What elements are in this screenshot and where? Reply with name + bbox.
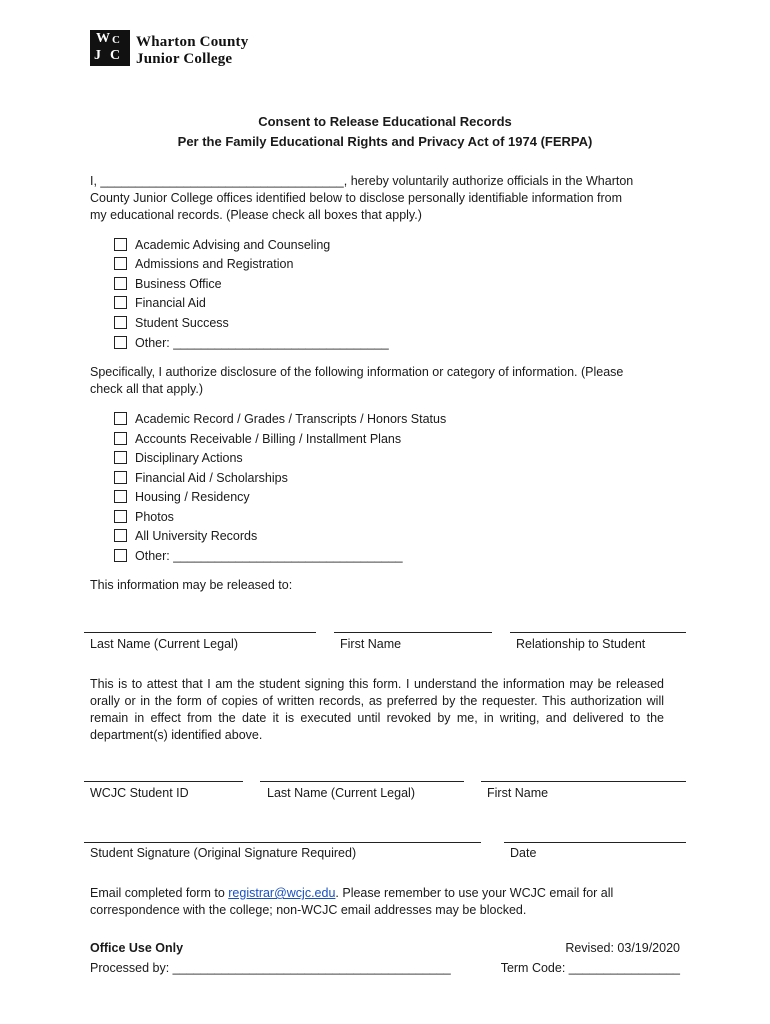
- recipient-first-name-line[interactable]: [334, 632, 492, 633]
- checkbox[interactable]: [114, 471, 127, 484]
- info-label: Financial Aid / Scholarships: [135, 471, 288, 485]
- email-prefix: Email completed form to: [90, 886, 229, 900]
- checkbox[interactable]: [114, 316, 127, 329]
- logo-letter-j: J: [94, 48, 101, 63]
- office-use-heading: Office Use Only: [90, 941, 184, 955]
- student-name-blank[interactable]: ___________________________________: [100, 174, 344, 188]
- checkbox[interactable]: [114, 510, 127, 523]
- checkbox[interactable]: [114, 451, 127, 464]
- email-paragraph: [90, 885, 680, 919]
- info-option-photos[interactable]: [114, 508, 174, 526]
- office-option-financial-aid[interactable]: [114, 294, 206, 312]
- term-code-field[interactable]: Term Code: ________________: [500, 961, 680, 975]
- office-label: Admissions and Registration: [135, 257, 294, 271]
- info-label: Photos: [135, 510, 174, 524]
- intro-paragraph: [90, 173, 670, 224]
- logo-line-2: Junior College: [136, 51, 233, 67]
- recipient-relationship-line[interactable]: [510, 632, 686, 633]
- checkbox[interactable]: [114, 549, 127, 562]
- info-label: Accounts Receivable / Billing / Installment Plans: [135, 432, 402, 446]
- release-to-label: This information may be released to:: [90, 578, 293, 592]
- info-intro-line-2: check all that apply.): [90, 382, 204, 396]
- logo-letter-w: W: [96, 31, 110, 46]
- student-first-name-label: First Name: [487, 786, 549, 800]
- info-label: Other: _________________________________: [135, 549, 403, 563]
- college-logo-text: [136, 34, 248, 68]
- student-last-name-label: Last Name (Current Legal): [267, 786, 415, 800]
- student-id-label: WCJC Student ID: [90, 786, 189, 800]
- logo-letter-c1: C: [112, 34, 120, 46]
- form-title: Consent to Release Educational Records: [258, 114, 512, 129]
- email-line-1: [90, 885, 680, 902]
- intro-line-3: my educational records. (Please check all boxes that apply.): [90, 208, 422, 222]
- checkbox[interactable]: [114, 432, 127, 445]
- processed-by-field[interactable]: Processed by: ________________________________________: [90, 961, 451, 975]
- intro-line-1: [90, 173, 670, 190]
- checkbox[interactable]: [114, 277, 127, 290]
- checkbox[interactable]: [114, 412, 127, 425]
- recipient-last-name-label: Last Name (Current Legal): [90, 637, 238, 651]
- info-option-disciplinary[interactable]: [114, 449, 243, 467]
- info-intro-paragraph: [90, 364, 670, 398]
- registrar-email-link[interactable]: registrar@wcjc.edu: [228, 886, 336, 900]
- info-label: Disciplinary Actions: [135, 451, 243, 465]
- info-label: All University Records: [135, 529, 258, 543]
- student-id-line[interactable]: [84, 781, 243, 782]
- intro-line-2: County Junior College offices identified below to disclose personally identifiable information from: [90, 191, 623, 205]
- office-label: Student Success: [135, 316, 229, 330]
- info-option-financial-aid[interactable]: [114, 469, 288, 487]
- date-label: Date: [510, 846, 537, 860]
- intro-prefix: I,: [90, 174, 101, 188]
- info-label: Academic Record / Grades / Transcripts / Honors Status: [135, 412, 447, 426]
- logo-line-1: Wharton County: [136, 34, 249, 50]
- info-option-all-records[interactable]: [114, 527, 257, 545]
- checkbox[interactable]: [114, 238, 127, 251]
- office-label: Business Office: [135, 277, 222, 291]
- logo-letter-c2: C: [110, 48, 121, 63]
- attestation-paragraph: This is to attest that I am the student signing this form. I understand the information may be released orally or in the form of copies of written records, as preferred by the requester. This authorization will remain in effect from the date it is executed until revoked by me, in writing, and delivered to the department(s) identified above.: [90, 677, 664, 742]
- date-line[interactable]: [504, 842, 686, 843]
- signature-label: Student Signature (Original Signature Required): [90, 846, 357, 860]
- office-option-business[interactable]: [114, 275, 222, 293]
- recipient-first-name-label: First Name: [340, 637, 402, 651]
- student-first-name-line[interactable]: [481, 781, 686, 782]
- form-subtitle: Per the Family Educational Rights and Privacy Act of 1974 (FERPA): [177, 134, 593, 149]
- info-option-academic-record[interactable]: [114, 410, 446, 428]
- checkbox[interactable]: [114, 336, 127, 349]
- office-option-advising[interactable]: [114, 236, 330, 254]
- checkbox[interactable]: [114, 296, 127, 309]
- info-label: Housing / Residency: [135, 490, 250, 504]
- office-option-student-success[interactable]: [114, 314, 229, 332]
- office-label: Financial Aid: [135, 296, 206, 310]
- office-label: Academic Advising and Counseling: [135, 238, 331, 252]
- checkbox[interactable]: [114, 257, 127, 270]
- checkbox[interactable]: [114, 529, 127, 542]
- recipient-last-name-line[interactable]: [84, 632, 316, 633]
- student-last-name-line[interactable]: [260, 781, 464, 782]
- info-intro-line-1: Specifically, I authorize disclosure of the following information or category of information. (Please: [90, 365, 624, 379]
- info-option-other[interactable]: [114, 547, 403, 565]
- info-option-housing[interactable]: [114, 488, 250, 506]
- college-logo-mark: [90, 30, 130, 66]
- recipient-relationship-label: Relationship to Student: [516, 637, 646, 651]
- office-option-other[interactable]: [114, 334, 389, 352]
- office-label: Other: _______________________________: [135, 336, 389, 350]
- intro-rest: , hereby voluntarily authorize officials in the Wharton: [343, 174, 634, 188]
- email-suffix: . Please remember to use your WCJC email for all: [335, 886, 614, 900]
- email-line-2: correspondence with the college; non-WCJC email addresses may be blocked.: [90, 903, 527, 917]
- info-option-accounts[interactable]: [114, 430, 401, 448]
- revised-date: Revised: 03/19/2020: [565, 941, 680, 955]
- signature-line[interactable]: [84, 842, 481, 843]
- checkbox[interactable]: [114, 490, 127, 503]
- office-option-admissions[interactable]: [114, 255, 293, 273]
